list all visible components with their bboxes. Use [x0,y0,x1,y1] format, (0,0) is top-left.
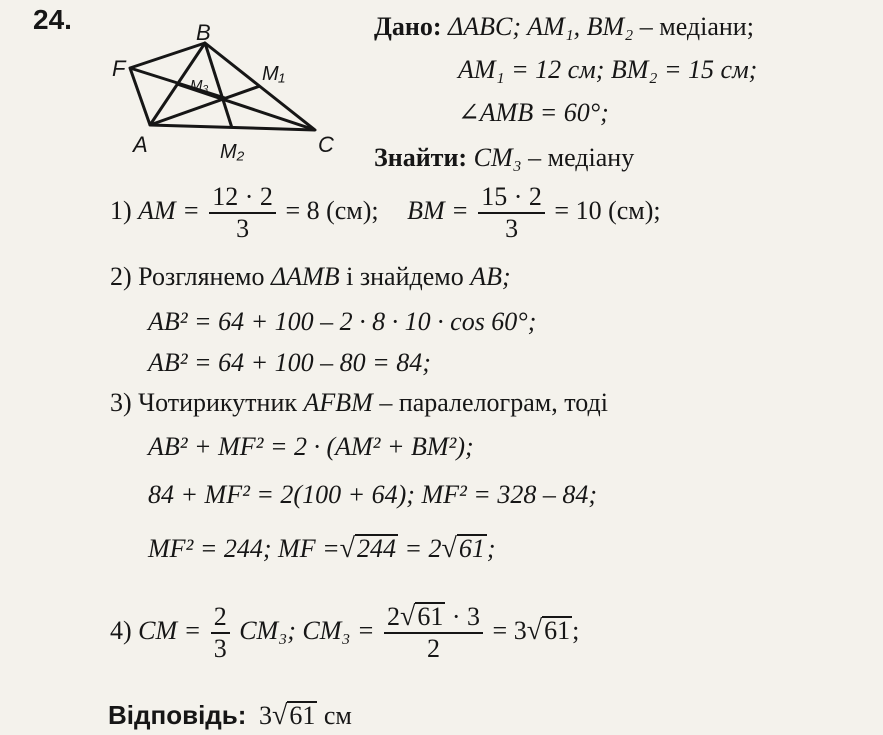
radicand-61: 61 [458,534,485,563]
step-4-number: 4) [110,615,132,645]
sqrt-icon: √ [526,614,543,646]
cm3-rhs-b: ; [572,615,580,645]
cm3-numerator [384,602,483,634]
step-3-number: 3) [110,388,132,417]
sqrt-icon: √ [339,533,355,564]
am-lhs: AM = [138,195,200,225]
step-2-math-b: AB; [470,262,511,291]
given-triangle: ΔABC; AM₁, BM₂ [448,12,634,41]
step-3-heading [110,388,608,418]
sqrt-icon: √ [271,700,288,731]
label-m1: M₁ [262,63,285,85]
cm3-equation: CM₃; CM₃ = [239,615,375,645]
sqrt-icon: √ [441,533,457,564]
cm3-fraction [384,602,483,664]
problem-number: 24. [33,4,72,35]
am-denominator: 3 [236,214,250,243]
two-thirds-fraction [211,602,230,664]
step-3-eq-2: 84 + MF² = 2(100 + 64); MF² = 328 – 84; [148,480,597,509]
step-2-eq-2: AB² = 64 + 100 – 80 = 84; [148,348,431,377]
given-line-3: ∠AMB = 60°; [458,98,609,127]
radicand-244: 244 [357,534,396,563]
cm-lhs: CM = [138,615,202,645]
label-f: F [112,56,126,81]
answer-unit: см [323,701,352,730]
label-c: C [318,132,334,157]
step-3-text-a: Чотирикутник [138,388,298,417]
step-2-eq-1: AB² = 64 + 100 – 2 · 8 · 10 · cos 60°; [148,307,537,336]
step-4 [110,602,579,664]
given-medians: – медіани; [639,12,754,41]
cm3-num-coef: 2 [387,602,400,631]
step-2-text-b: і знайдемо [346,262,464,291]
two-thirds-num: 2 [211,602,230,634]
answer-line [108,700,352,731]
cm3-denominator: 2 [427,634,441,663]
step-3-eq-3-a: MF² = 244; MF = [148,534,340,563]
answer-coef: 3 [258,701,272,730]
am-numerator: 12 · 2 [209,182,276,214]
bm-lhs: BM = [407,195,469,225]
step-3-eq-3-b: = 2 [404,534,442,563]
am-fraction [209,182,276,244]
cm3-rhs-a: = 3 [492,615,527,645]
cm3-rhs-radicand: 61 [544,615,571,645]
step-3-math-a: AFBM [303,388,373,417]
label-b: B [196,20,211,45]
step-3-eq-1: AB² + MF² = 2 · (AM² + BM²); [148,432,474,461]
two-thirds-den: 3 [213,634,227,663]
given-line-2: AM₁ = 12 см; BM₂ = 15 см; [458,55,758,84]
label-m3: M₃ [190,77,209,94]
find-label: Знайти: [374,143,468,172]
cm3-num-tail: · 3 [451,602,481,631]
given-line-1 [374,12,754,42]
sqrt-icon: √ [400,601,416,632]
step-1-number: 1) [110,195,132,225]
triangle-figure [105,15,350,165]
step-2-text-a: Розглянемо [138,262,265,291]
step-1 [110,182,661,244]
median-bm2 [205,43,232,128]
find-line [374,143,634,173]
step-3-eq-3-c: ; [486,534,496,563]
given-label: Дано: [374,12,442,41]
label-a: A [133,132,148,157]
answer-radicand: 61 [289,701,316,730]
bm-rhs: = 10 (см); [554,195,661,225]
step-3-eq-3 [148,534,496,564]
bm-numerator: 15 · 2 [478,182,545,214]
label-m2: M₂ [220,141,245,163]
bm-fraction [478,182,545,244]
find-target: CM₃ [473,143,522,172]
bm-denominator: 3 [505,214,519,243]
am-rhs: = 8 (см); [285,195,379,225]
step-2-math-a: ΔAMB [270,262,340,291]
step-2-heading [110,262,511,292]
find-text: – медіану [528,143,635,172]
step-2-number: 2) [110,262,132,291]
step-3-text-b: – паралелограм, тоді [379,388,608,417]
answer-label: Відповідь: [108,700,247,730]
cm3-num-radicand: 61 [417,602,444,631]
